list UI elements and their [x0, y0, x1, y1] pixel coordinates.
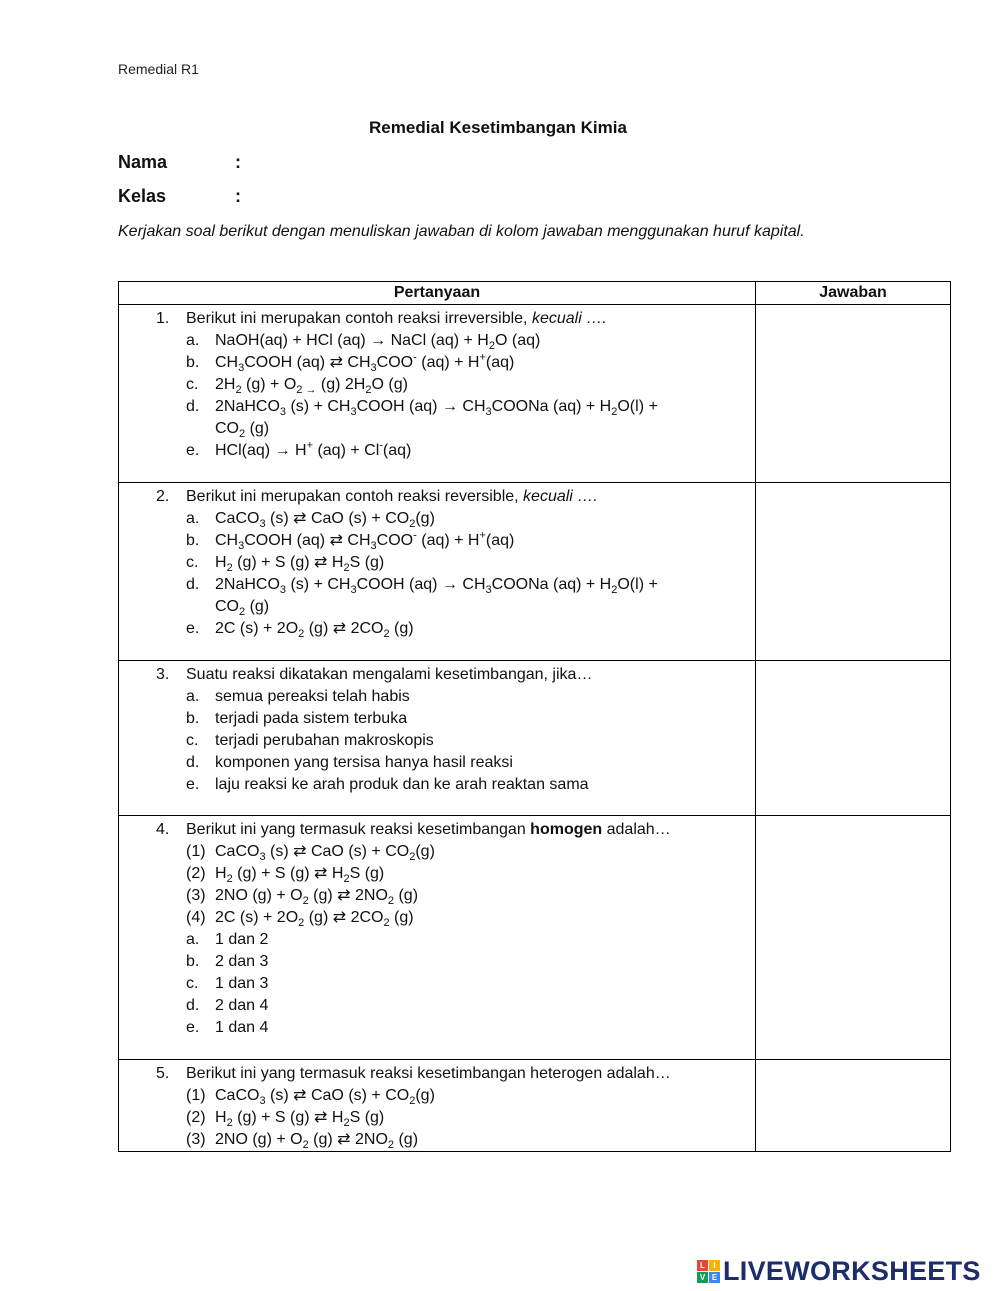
field-nama-colon: :	[235, 152, 241, 172]
question-2-option-a: a. CaCO$_3$ (s) ⇄ CaO $(s) + CO_2(g)$	[186, 510, 435, 531]
answer-cell-5[interactable]	[756, 1060, 951, 1152]
instructions: Kerjakan soal berikut dengan menuliskan jawaban di kolom jawaban menggunakan huruf kapital.	[118, 223, 805, 240]
header-label: Remedial R1	[118, 61, 199, 77]
question-4-option-d: d. 2 dan 4	[186, 997, 269, 1014]
table-row	[119, 305, 951, 483]
question-2-option-e: e. 2C $(s) + 2O_2$ (g) ⇄ $2CO_2$ (g)	[186, 620, 414, 641]
question-1-option-b: b. $CH_3COOH$ (aq) ⇄ $CH_3COO^-$ (aq) + H+(aq)	[186, 351, 515, 375]
question-3-option-c: c. terjadi perubahan makroskopis	[186, 732, 434, 749]
question-4-option-c: c. 1 dan 3	[186, 975, 269, 992]
question-4-option-b: b. 2 dan 3	[186, 953, 269, 970]
question-5-item-2: (2) $H_2$ (g) + S (g) ⇄ $H_2S$ (g)	[186, 1109, 385, 1130]
question-table	[118, 281, 951, 1152]
question-4-item-2: (2) $H_2$ (g) + S (g) ⇄ $H_2S$ (g)	[186, 865, 385, 886]
question-3-stem: Suatu reaksi dikatakan mengalami kesetimbangan, jika…	[186, 666, 593, 683]
question-4-item-1: (1) CaCO$_3$ (s) ⇄ CaO $(s) + CO_2(g)$	[186, 843, 435, 864]
question-5-item-3: (3) 2NO $(g) + O_2$ (g) ⇄ $2NO_2$ (g)	[186, 1131, 419, 1152]
table-row	[119, 1060, 951, 1152]
logo-blocks-icon: L I V E	[697, 1260, 720, 1283]
table-row	[119, 816, 951, 1060]
answer-cell-1[interactable]	[756, 305, 951, 483]
question-1-option-d: d. 2NaHCO$_3$ $(s) + CH_3COOH$ $(aq) \to CH_3COONa$ $(aq) + H_2O(l)$ +	[186, 398, 658, 419]
field-kelas	[118, 186, 241, 207]
table-row	[119, 661, 951, 816]
question-2-option-d: d. 2NaHCO$_3$ $(s) + CH_3COOH$ $(aq) \to CH_3COONa$ $(aq) + H_2O(l)$ +	[186, 576, 658, 597]
table-row	[119, 483, 951, 661]
question-2-stem: Berikut ini merupakan contoh reaksi reversible, kecuali ….	[186, 488, 598, 505]
question-5-item-1: (1) CaCO$_3$ (s) ⇄ CaO $(s) + CO_2(g)$	[186, 1087, 435, 1108]
question-1-option-c: c. $2H_2$ $(g) + O_{2 \to}$ (g) $2H_2O$ (g)	[186, 376, 408, 397]
question-2-option-b: b. $CH_3COOH$ (aq) ⇄ $CH_3COO^-$ (aq) + H+(aq)	[186, 529, 515, 553]
answer-cell-3[interactable]	[756, 661, 951, 816]
question-1-option-e: e. HCl(aq) → H+ (aq) + Cl-(aq)	[186, 439, 412, 459]
question-4-option-e: e. 1 dan 4	[186, 1019, 269, 1036]
question-5-stem: Berikut ini yang termasuk reaksi kesetimbangan heterogen adalah…	[186, 1065, 671, 1082]
field-nama-label: Nama	[118, 152, 168, 172]
question-3-option-a: a. semua pereaksi telah habis	[186, 688, 410, 705]
question-4-item-3: (3) 2NO $(g) + O_2$ (g) ⇄ $2NO_2$ (g)	[186, 887, 419, 908]
question-1-stem: Berikut ini merupakan contoh reaksi irreversible, kecuali ….	[186, 310, 607, 327]
question-2-option-c: c. $H_2$ (g) + S (g) ⇄ $H_2S$ (g)	[186, 554, 385, 575]
question-4-item-4: (4) 2C $(s) + 2O_2$ (g) ⇄ $2CO_2$ (g)	[186, 909, 414, 930]
table-header-row	[119, 282, 951, 305]
liveworksheets-logo[interactable]	[697, 1256, 981, 1286]
question-5: 5. Berikut ini yang termasuk reaksi kesetimbangan heterogen adalah… (1) CaCO$_3$ (s) ⇄ CaO $(s) + CO_2(g)$ (2) $H_2$ (g) + S (g) ⇄ $H_2S$ (g) (3) 2NO $(g) + O_2$ (g) ⇄ $2NO_2$ (g)	[119, 1060, 756, 1152]
page-title: Remedial Kesetimbangan Kimia	[369, 118, 627, 137]
question-1: 1. Berikut ini merupakan contoh reaksi irreversible, kecuali …. a. NaOH(aq) + HCl (aq) → NaCl $(aq) + H_2O$ (aq) b. $CH_3COOH$ (aq) ⇄ $CH_3COO^-$ (aq) + H+(aq) c. $2H_2$ $(g) + O_{2 \to}$ (g) $2H_2O$ (g) d. 2NaHCO$_3$ $(s) + CH_3COOH$ $(aq) \to CH_3COONa$ $(aq) + H_2O(l)$ + $CO_2$ (g) e. HCl(aq) → H+ (aq) + Cl-(aq)	[119, 305, 756, 483]
answer-cell-4[interactable]	[756, 816, 951, 1060]
field-nama	[118, 152, 241, 173]
column-header-answer: Jawaban	[756, 282, 951, 305]
field-kelas-colon: :	[235, 186, 241, 206]
question-4-option-a: a. 1 dan 2	[186, 931, 269, 948]
column-header-question: Pertanyaan	[119, 282, 756, 305]
question-1-option-a: a. NaOH(aq) + HCl (aq) → NaCl $(aq) + H_2O$ (aq)	[186, 332, 541, 353]
question-3-option-d: d. komponen yang tersisa hanya hasil reaksi	[186, 754, 513, 771]
question-3-option-b: b. terjadi pada sistem terbuka	[186, 710, 408, 727]
question-3: 3. Suatu reaksi dikatakan mengalami kesetimbangan, jika… a. semua pereaksi telah habis b. terjadi pada sistem terbuka c. terjadi perubahan makroskopis d. komponen yang tersisa hanya hasil reaksi e. laju reaksi ke arah produk dan ke arah reaktan sama	[119, 661, 756, 816]
field-kelas-label: Kelas	[118, 186, 167, 206]
question-2: 2. Berikut ini merupakan contoh reaksi reversible, kecuali …. a. CaCO$_3$ (s) ⇄ CaO $(s) + CO_2(g)$ b. $CH_3COOH$ (aq) ⇄ $CH_3COO^-$ (aq) + H+(aq) c. $H_2$ (g) + S (g) ⇄ $H_2S$ (g) d. 2NaHCO$_3$ $(s) + CH_3COOH$ $(aq) \to CH_3COONa$ $(aq) + H_2O(l)$ + $CO_2$ (g) e. 2C $(s) + 2O_2$ (g) ⇄ $2CO_2$ (g)	[119, 483, 756, 661]
question-4-stem: Berikut ini yang termasuk reaksi kesetimbangan homogen adalah…	[186, 821, 671, 838]
question-3-option-e: e. laju reaksi ke arah produk dan ke arah reaktan sama	[186, 776, 589, 793]
logo-text: LIVEWORKSHEETS	[723, 1255, 981, 1286]
answer-cell-2[interactable]	[756, 483, 951, 661]
question-4: 4. Berikut ini yang termasuk reaksi kesetimbangan homogen adalah… (1) CaCO$_3$ (s) ⇄ CaO $(s) + CO_2(g)$ (2) $H_2$ (g) + S (g) ⇄ $H_2S$ (g) (3) 2NO $(g) + O_2$ (g) ⇄ $2NO_2$ (g) (4) 2C $(s) + 2O_2$ (g) ⇄ $2CO_2$ (g) a. 1 dan 2 b. 2 dan 3 c. 1 dan 3 d. 2 dan 4 e. 1 dan 4	[119, 816, 756, 1060]
